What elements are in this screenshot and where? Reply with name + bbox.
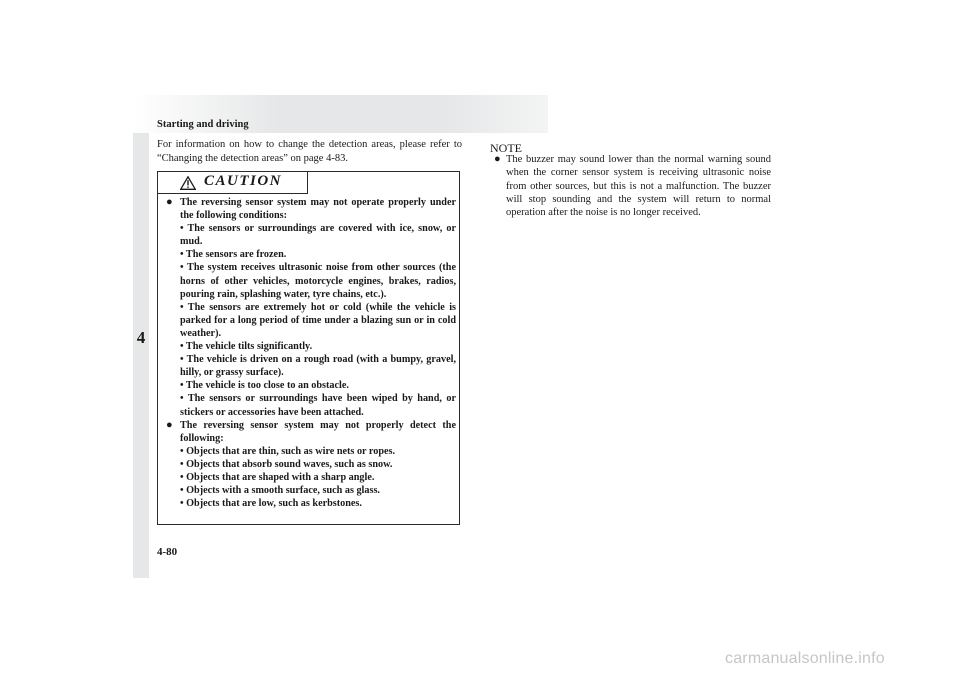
- note-label: NOTE: [490, 141, 522, 155]
- page-number: 4-80: [157, 546, 178, 558]
- caution-sub-item: • The sensors are extremely hot or cold (while the vehicle is parked for a long period of time under a blazing sun or in cold weather).: [180, 301, 456, 339]
- bullet-dot-icon: ●: [494, 153, 501, 165]
- caution-bullet-text: The reversing sensor system may not properly detect the following:: [180, 419, 456, 444]
- bullet-dot-icon: ●: [166, 196, 173, 208]
- caution-bullet: [166, 419, 456, 511]
- caution-header: [158, 172, 308, 194]
- note-body: [494, 153, 771, 219]
- caution-sub-item: • The sensors or surroundings are covered with ice, snow, or mud.: [180, 223, 456, 248]
- caution-sub-item: • Objects that are shaped with a sharp angle.: [180, 471, 375, 483]
- caution-body: [166, 196, 456, 510]
- warning-triangle-icon: [180, 176, 196, 190]
- caution-sub-item: • The vehicle is too close to an obstacle.: [180, 380, 349, 392]
- chapter-number: 4: [136, 328, 146, 347]
- section-title: Starting and driving: [157, 119, 249, 130]
- watermark-link[interactable]: carmanualsonline.info: [725, 650, 885, 667]
- caution-sub-item: • The sensors or surroundings have been wiped by hand, or stickers or accessories have been attached.: [180, 393, 456, 418]
- caution-sub-item: • The vehicle is driven on a rough road (with a bumpy, gravel, hilly, or grassy surface).: [180, 354, 456, 379]
- chapter-tab: [133, 133, 149, 578]
- caution-sub-item: • Objects that are low, such as kerbstones.: [180, 498, 362, 510]
- caution-title: CAUTION: [204, 173, 283, 189]
- note-text: The buzzer may sound lower than the normal warning sound when the corner sensor system is receiving ultrasonic noise from other sources, but this is not a malfunction. The buzzer will stop sounding and the system will return to normal operation after the noise is no longer received.: [506, 154, 771, 219]
- caution-sub-item: • The vehicle tilts significantly.: [180, 341, 313, 353]
- caution-sub-item: • Objects that are thin, such as wire nets or ropes.: [180, 445, 396, 457]
- caution-bullet: [166, 196, 456, 419]
- caution-sub-item: • Objects with a smooth surface, such as glass.: [180, 485, 380, 497]
- caution-sub-item: • The system receives ultrasonic noise from other sources (the horns of other vehicles, motorcycle engines, brakes, radios, pouring rain, splashing water, tyre chains, etc.).: [180, 262, 456, 300]
- caution-bullet-text: The reversing sensor system may not operate properly under the following conditions:: [180, 197, 456, 222]
- caution-sub-item: • The sensors are frozen.: [180, 249, 287, 261]
- caution-sub-item: • Objects that absorb sound waves, such as snow.: [180, 458, 393, 470]
- caution-box: [157, 171, 460, 525]
- bullet-dot-icon: ●: [166, 418, 173, 431]
- intro-paragraph: For information on how to change the detection areas, please refer to “Changing the detection areas” on page 4-83.: [157, 139, 462, 164]
